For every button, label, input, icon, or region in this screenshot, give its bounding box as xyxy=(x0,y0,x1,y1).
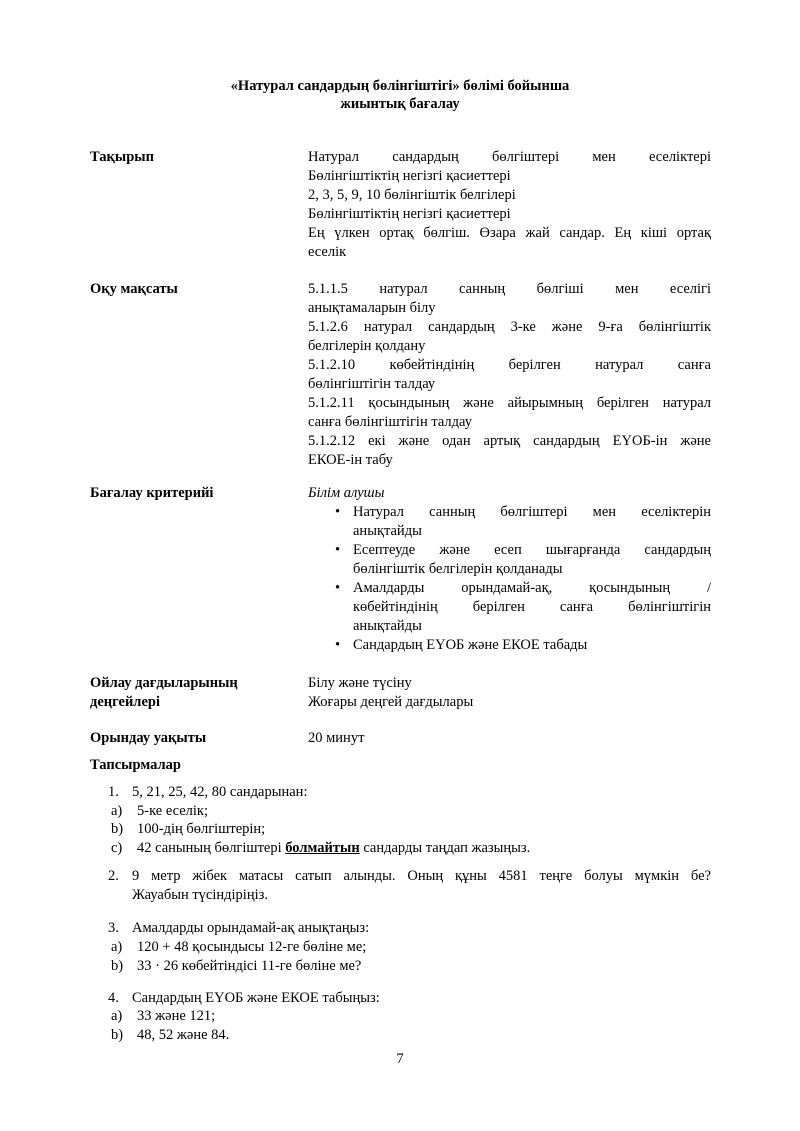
task-text-line xyxy=(108,867,711,886)
sub-text: 5-ке еселік; xyxy=(137,803,209,819)
sub-text: сандарды таңдап жазыңыз. xyxy=(359,840,531,856)
duration-label: Орындау уақыты xyxy=(90,730,207,746)
task-text-line: Жауабын түсіндіріңіз. xyxy=(132,887,268,903)
criteria-item xyxy=(308,579,711,636)
objective-line: белгілерін қолдану xyxy=(308,338,426,354)
sub-text: 33 · 26 көбейтіндісі 11-ге бөліне ме? xyxy=(137,958,362,974)
task-1-c xyxy=(111,839,711,858)
criteria-intro: Білім алушы xyxy=(308,485,385,501)
topic-line: 2, 3, 5, 9, 10 бөлінгіштік белгілері xyxy=(308,187,516,203)
criteria-item xyxy=(308,636,711,655)
objective-line: бөлінгіштігін талдау xyxy=(308,376,436,392)
page-number: 7 xyxy=(396,1051,404,1067)
topic-line: Бөлінгіштіктің негізгі қасиеттері xyxy=(308,168,511,184)
criteria-item-line: Сандардың ЕҮОБ және ЕКОЕ табады xyxy=(353,637,588,653)
sub-text: 48, 52 және 84. xyxy=(137,1027,230,1043)
objectives-content xyxy=(308,280,711,470)
objective-line: 5.1.2.12 екі және одан артық сандардың ЕҮОБ-ін және xyxy=(308,433,711,449)
sub-text: 120 + 48 қосындысы 12-ге бөліне ме; xyxy=(137,939,367,955)
task-text: Сандардың ЕҮОБ және ЕКОЕ табыңыз: xyxy=(132,990,380,1006)
criteria-content xyxy=(308,484,711,655)
tasks-heading: Тапсырмалар xyxy=(90,757,181,773)
title-line-1: «Натурал сандардың бөлінгіштігі» бөлімі бойынша xyxy=(230,78,570,94)
objective-line: санға бөлінгіштігін талдау xyxy=(308,414,472,430)
topic-line: еселік xyxy=(308,244,347,260)
duration-value: 20 минут xyxy=(308,730,365,746)
thinking-label-line: деңгейлері xyxy=(90,694,160,710)
task-text: 5, 21, 25, 42, 80 сандарынан: xyxy=(132,784,308,800)
title-line-2: жиынтық бағалау xyxy=(340,96,460,112)
sub-text: 33 және 121; xyxy=(137,1008,216,1024)
sub-letter: c) xyxy=(111,840,123,856)
task-number: 2. xyxy=(108,868,119,884)
criteria-item-line: анықтайды xyxy=(353,523,422,539)
criteria-list xyxy=(308,503,711,655)
task-text: Амалдарды орындамай-ақ анықтаңыз: xyxy=(132,920,370,936)
task-3-b xyxy=(111,957,711,976)
task-number: 1. xyxy=(108,784,119,800)
sub-text: 100-дің бөлгіштерін; xyxy=(137,821,266,837)
task-number: 3. xyxy=(108,920,119,936)
task-1-b xyxy=(111,820,711,839)
sub-letter: a) xyxy=(111,803,123,819)
thinking-line: Білу және түсіну xyxy=(308,675,412,691)
bullet-icon: • xyxy=(335,637,341,653)
thinking-content xyxy=(308,674,711,712)
thinking-label-line: Ойлау дағдыларының xyxy=(90,675,238,691)
objective-line: анықтамаларын білу xyxy=(308,300,436,316)
criteria-item-line: Амалдарды орындамай-ақ, қосындының / xyxy=(353,580,711,596)
emphasis-text: болмайтын xyxy=(285,840,360,856)
criteria-item-line: бөлінгіштік белгілерін қолданады xyxy=(353,561,563,577)
topic-label: Тақырып xyxy=(90,149,154,165)
bullet-icon: • xyxy=(335,504,341,520)
topic-line: Ең үлкен ортақ бөлгіш. Өзара жай сандар. Ең кіші ортақ xyxy=(308,225,711,241)
task-1-a xyxy=(111,802,711,821)
criteria-item xyxy=(308,503,711,541)
objective-line: 5.1.1.5 натурал санның бөлгіші мен еселігі xyxy=(308,281,711,297)
task-1 xyxy=(108,783,711,802)
task-number: 4. xyxy=(108,990,119,1006)
criteria-item-line: Есептеуде және есеп шығарғанда сандардың xyxy=(353,542,711,558)
document-title xyxy=(0,77,800,113)
task-2 xyxy=(108,867,711,905)
objective-line: 5.1.2.11 қосындының және айырымның берілген натурал xyxy=(308,395,711,411)
task-4-b xyxy=(111,1026,711,1045)
task-text: 9 метр жібек матасы сатып алынды. Оның құны 4581 теңге болуы мүмкін бе? xyxy=(132,868,711,884)
task-3 xyxy=(108,919,711,938)
sub-letter: b) xyxy=(111,821,124,837)
objective-line: 5.1.2.6 натурал сандардың 3-ке және 9-ға бөлінгіштік xyxy=(308,319,711,335)
criteria-item xyxy=(308,541,711,579)
bullet-icon: • xyxy=(335,542,341,558)
thinking-line: Жоғары деңгей дағдылары xyxy=(308,694,474,710)
criteria-item-line: көбейтіндінің берілген санға бөлінгіштігін xyxy=(353,599,711,615)
topic-content xyxy=(308,148,711,262)
sub-letter: a) xyxy=(111,939,123,955)
topic-line: Бөлінгіштіктің негізгі қасиеттері xyxy=(308,206,511,222)
sub-letter: a) xyxy=(111,1008,123,1024)
topic-line: Натурал сандардың бөлгіштері мен еселіктері xyxy=(308,149,711,165)
bullet-icon: • xyxy=(335,580,341,596)
task-4 xyxy=(108,989,711,1008)
objectives-label: Оқу мақсаты xyxy=(90,281,178,297)
objective-line: 5.1.2.10 көбейтіндінің берілген натурал санға xyxy=(308,357,711,373)
sub-letter: b) xyxy=(111,1027,124,1043)
sub-text: 42 санының бөлгіштері xyxy=(137,840,286,856)
criteria-item-line: анықтайды xyxy=(353,618,422,634)
task-4-a xyxy=(111,1007,711,1026)
thinking-label xyxy=(90,674,290,712)
sub-letter: b) xyxy=(111,958,124,974)
criteria-label: Бағалау критерийі xyxy=(90,485,214,501)
objective-line: ЕКОЕ-ін табу xyxy=(308,452,393,468)
task-3-a xyxy=(111,938,711,957)
criteria-item-line: Натурал санның бөлгіштері мен еселіктерін xyxy=(353,504,711,520)
